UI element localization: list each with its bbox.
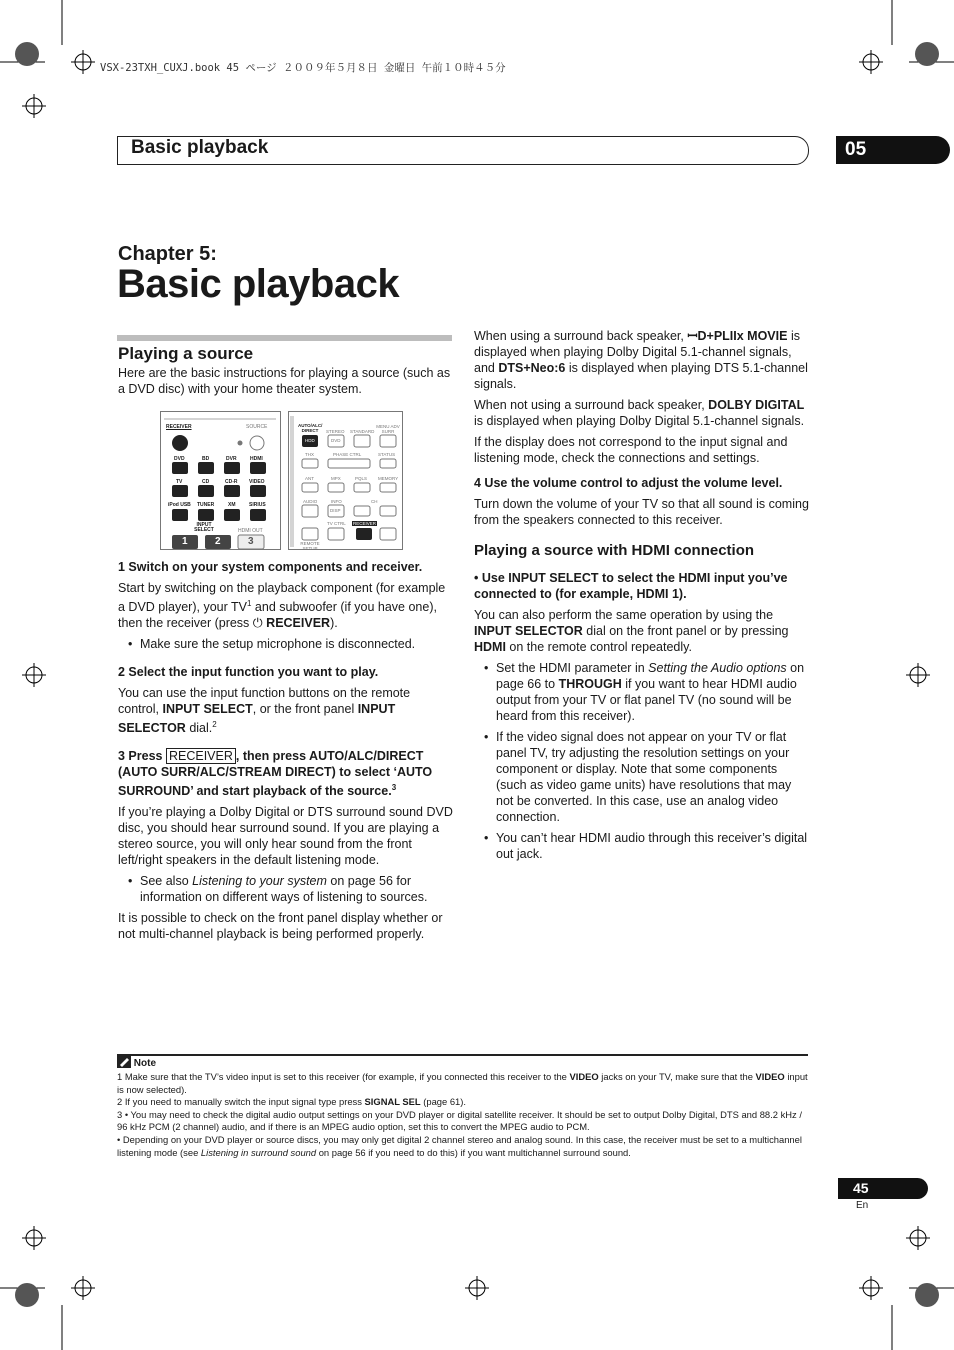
remote-label: XM [228, 502, 236, 508]
step-2-body [118, 685, 454, 736]
text-run: and subwoofer (if you have one), then the receiver (press [118, 600, 437, 631]
step-1-body [118, 580, 454, 631]
chapter-title: Basic playback [117, 262, 400, 306]
left-column-steps [118, 557, 454, 947]
remote-label: PQLS [355, 476, 368, 481]
remote-label: iPod USB [168, 502, 191, 508]
text-run: (page 61). [420, 1096, 466, 1108]
remote-label: MEMORY [378, 476, 399, 481]
text-run: HDMI [474, 640, 506, 654]
remote-label: PHASE CTRL [333, 452, 362, 457]
remote-label-source: SOURCE [246, 424, 268, 430]
intro-text: Here are the basic instructions for playing a source (such as a DVD disc) with your home theater system. [118, 366, 451, 396]
remote-label: SIRIUS [249, 502, 266, 508]
remote-num-1: 1 [182, 536, 188, 547]
text-run: THROUGH [558, 677, 622, 691]
note-heading-text: Note [133, 1058, 157, 1069]
remote-label-hdmi-out: HDMI OUT [238, 528, 263, 534]
remote-label: BD [202, 456, 210, 462]
text-run: When not using a surround back speaker, [474, 398, 709, 412]
text-run: is displayed when playing Dolby Digital 5.1-channel signals, and [474, 329, 800, 375]
text-run: jacks on your TV, make sure that the [598, 1071, 756, 1082]
right-column [474, 328, 810, 867]
step-4-title: 4 Use the volume control to adjust the volume level. [474, 476, 783, 490]
remote-label: MPX [331, 476, 341, 481]
text-run: Listening in surround sound [200, 1146, 317, 1158]
remote-label-dvd-btn: DVD [331, 438, 341, 443]
remote-label-hdd: HDD [305, 438, 315, 443]
text-run: SIGNAL SEL [364, 1096, 421, 1108]
text-run: INPUT SELECT [162, 702, 253, 717]
hdmi-bullet-2: • If the video signal does not appear on your TV or flat panel TV, try adjusting the resolution settings on your component or display. Note that some components (such as video game units) have resolutions that may not be converted. In this case, use an analog video connection. [474, 729, 810, 825]
step-2-title: 2 Select the input function you want to play. [118, 665, 379, 680]
hdmi-step-body [474, 607, 810, 655]
receiver-key-box: RECEIVER [166, 748, 236, 764]
remote-label: INFO [331, 499, 342, 504]
text-run: • Depending on your DVD player or source discs, you may only get digital 2 channel stereo and analog sound. In this case, the receiver must be set to a multichannel listening mode (see [117, 1133, 802, 1158]
text-run: on the remote control repeatedly. [505, 640, 692, 654]
para-surround-back [474, 328, 810, 392]
remote-label: TV CTRL [327, 521, 346, 526]
footnote-3a: 3 • You may need to check the digital audio output settings on your DVD player or digital satellite receiver. It should be set to output Dolby Digital, DTS and 88.2 kHz / 96 kHz PCM (2 channel) audio, and if there is an MPEG audio option, set this to convert the MPEG audio to PCM. [117, 1108, 802, 1133]
text-run: 3 Press [118, 749, 166, 764]
text-run: input is now selected). [117, 1071, 808, 1095]
remote-label: TUNER [197, 502, 215, 508]
text-run: 1 Make sure that the TV’s video input is set to this receiver (for example, if you connected this receiver to the [117, 1071, 570, 1082]
remote-label: STATUS [378, 452, 396, 457]
text-run: See also [140, 874, 193, 889]
text-run: Setting the Audio options [648, 661, 787, 675]
text-run: Start by switching on the playback component (for example a DVD player), your TV [118, 581, 446, 615]
footnote-ref: 3 [391, 783, 397, 793]
remote-label: HDMI [250, 456, 263, 462]
remote-label: RECEIVER [353, 521, 377, 526]
remote-label: CD-R [225, 479, 238, 485]
page-language: En [856, 1200, 869, 1211]
remote-label: AUDIO [303, 499, 318, 504]
print-slug: VSX-23TXH_CUXJ.book 45 ページ ２００９年５月８日 金曜日 午前１０時４５分 [100, 62, 506, 74]
remote-label: STEREO [326, 429, 345, 434]
remote-label: TV [176, 479, 183, 485]
text-run: if you want to hear HDMI audio output from your TV or flat panel TV (no sound will be heard from this receiver). [496, 677, 797, 723]
remote-label: ANT [305, 476, 314, 481]
power-icon: ⏻ [252, 616, 263, 631]
step-3-tail: It is possible to check on the front panel display whether or not multi-channel playback is being performed properly. [118, 911, 443, 942]
remote-label-input-select: INPUT SELECT [194, 522, 214, 533]
step-3-body: If you’re playing a Dolby Digital or DTS surround sound DVD disc, you should hear surround sound. If you are playing a stereo source, you will only hear sound from the front left/right speakers in the default listening mode. [118, 805, 453, 868]
note-rule [117, 1054, 808, 1056]
hdmi-bullet-3: • You can’t hear HDMI audio through this receiver’s digital out jack. [474, 830, 810, 862]
text-run: , then press AUTO/ALC/DIRECT (AUTO SURR/ALC/STREAM DIRECT) to select ‘AUTO SURROUND’ and start playback of the source. [118, 749, 433, 799]
step-1-title: 1 Switch on your system components and receiver. [118, 560, 423, 574]
text-run: is displayed when playing Dolby Digital 5.1-channel signals. [474, 414, 805, 428]
hdmi-bullet-1 [474, 660, 810, 724]
page-number: 45 [838, 1178, 928, 1199]
remote-label: DISP [330, 508, 341, 513]
text-run: on page 56 for information on different ways of listening to sources. [140, 874, 428, 905]
remote-label: THX [305, 452, 314, 457]
step-1-bullet: • Make sure the setup microphone is disconnected. [118, 636, 454, 652]
text-run: VIDEO [755, 1071, 785, 1082]
remote-label: STANDARD [350, 429, 375, 434]
text-run: on page 66 to [496, 661, 805, 691]
remote-label-receiver: RECEIVER [166, 424, 192, 430]
section-rule [117, 335, 452, 341]
header-title: Basic playback [131, 137, 269, 158]
para-no-surround-back [474, 397, 810, 429]
remote-label: CH [371, 499, 378, 504]
text-run: 2 If you need to manually switch the input signal type press [117, 1096, 365, 1108]
remote-label: DVD [174, 456, 185, 462]
text-run: When using a surround back speaker, [474, 329, 688, 343]
remote-control-illustration [160, 411, 446, 551]
footnote-1 [117, 1071, 809, 1096]
pencil-note-icon [117, 1056, 131, 1068]
remote-num-3: 3 [248, 536, 254, 547]
chapter-label: Chapter 5: [118, 243, 217, 265]
text-run: DOLBY DIGITAL [708, 398, 805, 412]
text-run: Listening to your system [192, 874, 327, 889]
text-run: INPUT SELECT [508, 571, 599, 585]
remote-label: DVR [226, 456, 237, 462]
remote-label-remote-setup: REMOTE SETUP [300, 541, 320, 551]
remote-num-2: 2 [215, 536, 221, 547]
text-run: dial. [185, 721, 213, 736]
text-run: INPUT SELECTOR [118, 702, 396, 736]
remote-label: MENU ADV SURR [376, 424, 400, 434]
text-run: You can also perform the same operation by using the [474, 608, 774, 622]
footnote-2 [117, 1096, 809, 1109]
section-heading-playing-source: Playing a source [118, 344, 254, 363]
text-run: ). [330, 616, 338, 631]
text-run: INPUT SELECTOR [474, 624, 583, 638]
text-run: dial on the front panel or by pressing [582, 624, 789, 638]
step-3-title [118, 748, 454, 799]
text-run: You can use the input function buttons on the remote control, [118, 686, 411, 717]
text-run: DTS+Neo:6 [498, 361, 566, 375]
remote-label-auto-alc: AUTO/ALC/ DIRECT [298, 423, 323, 433]
text-run: is displayed when playing DTS 5.1-channel signals. [474, 361, 808, 391]
text-run: VIDEO [569, 1071, 599, 1082]
remote-label: VIDEO [249, 479, 265, 485]
chapter-tab: 05 [836, 136, 950, 164]
text-run: to select the HDMI input you’ve connected to (for example, [474, 571, 788, 601]
footnote-3b [117, 1134, 809, 1159]
text-run: , or the front panel [252, 702, 358, 717]
text-run: ꟷD+PLIIx MOVIE [687, 329, 788, 343]
note-heading [117, 1056, 156, 1069]
step-3-bullet [118, 873, 454, 905]
text-run: • Use [474, 571, 509, 585]
footnotes [117, 1071, 809, 1159]
left-column-top [118, 346, 454, 402]
text-run: HDMI 1 [636, 587, 679, 601]
text-run: Set the HDMI parameter in [496, 661, 649, 675]
remote-label: CD [202, 479, 210, 485]
section-heading-hdmi: Playing a source with HDMI connection [474, 542, 755, 559]
footnote-ref: 1 [246, 599, 252, 608]
hdmi-step-title [474, 570, 810, 602]
para-display-check: If the display does not correspond to the input signal and listening mode, check the connections and settings. [474, 435, 788, 465]
step-4-body: Turn down the volume of your TV so that all sound is coming from the speakers connected to this receiver. [474, 497, 809, 527]
footnote-ref: 2 [212, 720, 217, 730]
text-run: ). [678, 587, 687, 601]
text-run: RECEIVER [262, 616, 331, 631]
text-run: on page 56 if you need to do this) if you want multichannel surround sound. [316, 1146, 631, 1158]
